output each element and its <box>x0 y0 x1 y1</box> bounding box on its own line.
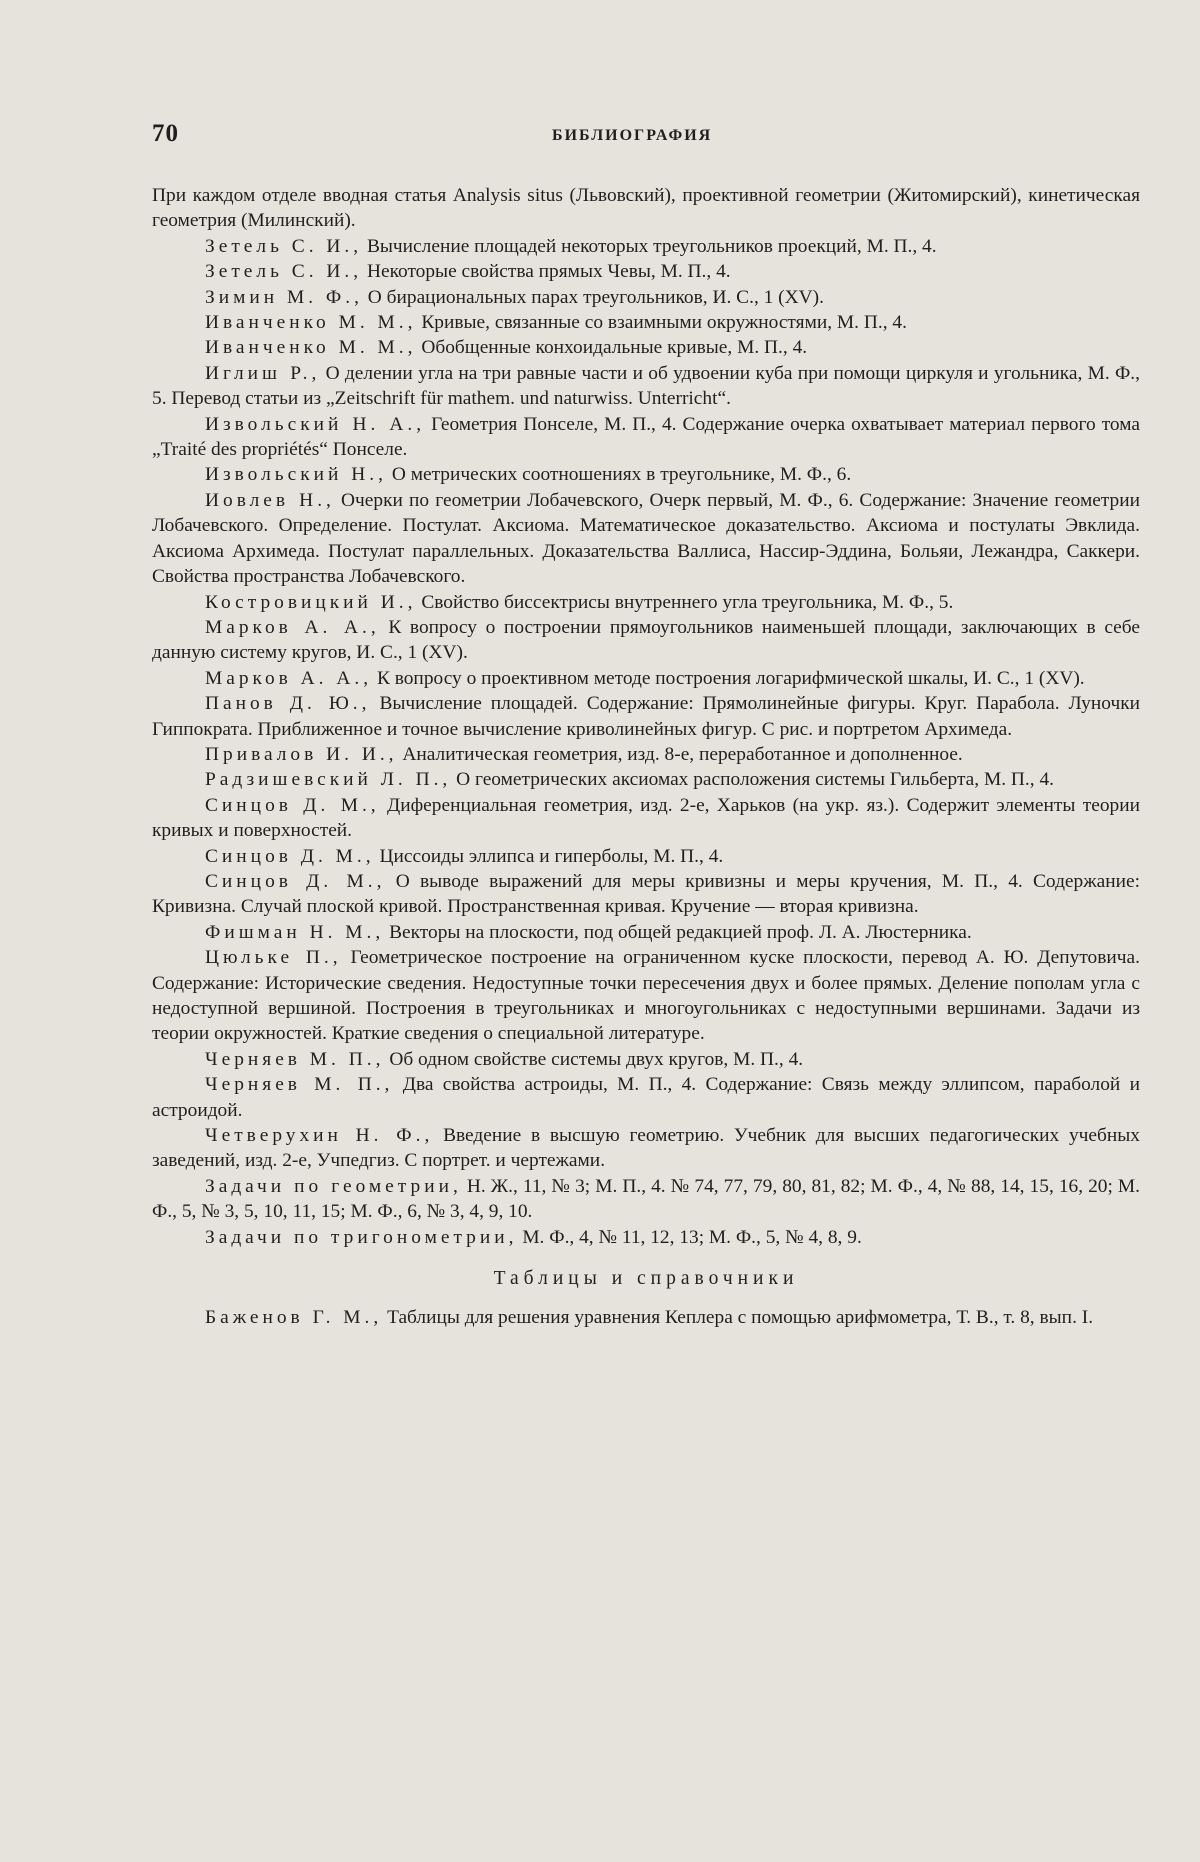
bibliography-entry <box>152 310 1140 335</box>
bibliography-entry <box>152 335 1140 360</box>
bibliography-entry <box>152 361 1140 412</box>
entry-text: Об одном свойстве системы двух кругов, М. П., 4. <box>389 1048 804 1070</box>
entry-text: Очерки по геометрии Лобачевского, Очерк первый, М. Ф., 6. Содержание: Значение геометрии Лобачевского. Определение. Постулат. Аксиома. Математическое доказательство. Аксиома и постулаты Эвклида. Аксиома Архимеда. Постулат параллельных. Доказательства Валлиса, Нассир-Эддина, Больяи, Лежандра, Саккери. Свойства пространства Лобачевского. <box>152 489 1140 588</box>
entry-author: Панов Д. Ю., <box>205 693 371 715</box>
entry-author: Костровицкий И., <box>205 591 417 613</box>
section-heading: Таблицы и справочники <box>493 1268 799 1290</box>
running-title: БИБЛИОГРАФИЯ <box>552 127 713 144</box>
entry-text: Свойство биссектрисы внутреннего угла треугольника, М. Ф., 5. <box>421 591 954 613</box>
entry-author: Марков А. А., <box>205 616 380 638</box>
bibliography-entry <box>152 1123 1140 1174</box>
bibliography-body <box>152 183 1140 1331</box>
bibliography-entry <box>152 412 1140 463</box>
entry-text: О бирациональных парах треугольников, И. С., 1 (XV). <box>367 286 824 308</box>
entry-text: О делении угла на три равные части и об удвоении куба при помощи циркуля и угольника, М. Ф., 5. Перевод статьи из „Zeitschrift für mathem. und naturwiss. Unterricht“. <box>152 362 1140 410</box>
entry-text: Некоторые свойства прямых Чевы, М. П., 4. <box>366 261 731 283</box>
entry-text: Таблицы для решения уравнения Кеплера с помощью арифмометра, Т. В., т. 8, вып. I. <box>387 1307 1094 1329</box>
bibliography-list <box>152 183 1140 1250</box>
entry-text: К вопросу о построении прямоугольников наименьшей площади, заключающих в себе данную систему кругов, И. С., 1 (XV). <box>152 616 1140 664</box>
bibliography-entry <box>152 945 1140 1047</box>
bibliography-entry <box>152 742 1140 767</box>
entry-author: Синцов Д. М., <box>205 870 386 892</box>
entry-text: О метрических соотношениях в треугольнике, М. Ф., 6. <box>391 464 852 486</box>
page-number: 70 <box>152 120 179 147</box>
entry-author: Фишман Н. М., <box>205 921 385 943</box>
entry-author: Черняев М. П., <box>205 1048 385 1070</box>
bibliography-entry <box>152 1047 1140 1072</box>
entry-text: Геометрическое построение на ограниченном куске плоскости, перевод А. Ю. Депутовича. Содержание: Исторические сведения. Недоступные точки пересечения двух и более прямых. Деление пополам угла с недоступной вершиной. Построения в треугольниках и многоугольниках с недоступными вершинами. Задачи из теории окружностей. Краткие сведения о специальной литературе. <box>152 947 1140 1045</box>
entry-author: Иванченко М. М., <box>205 312 417 334</box>
tables-list <box>152 1305 1140 1330</box>
bibliography-entry <box>152 259 1140 284</box>
entry-text: М. Ф., 4, № 11, 12, 13; М. Ф., 5, № 4, 8, 9. <box>522 1226 862 1248</box>
entry-text: Аналитическая геометрия, изд. 8-е, переработанное и дополненное. <box>402 743 963 765</box>
bibliography-entry <box>152 462 1140 487</box>
entry-author: Привалов И. И., <box>205 743 398 765</box>
bibliography-entry <box>152 920 1140 945</box>
bibliography-entry <box>152 1305 1140 1330</box>
bibliography-entry <box>152 1072 1140 1123</box>
bibliography-entry <box>152 666 1140 691</box>
bibliography-entry <box>152 767 1140 792</box>
entry-author: Иглиш Р., <box>205 362 321 384</box>
entry-text: Н. Ж., 11, № 3; М. П., 4. № 74, 77, 79, 80, 81, 82; М. Ф., 4, № 88, 14, 15, 16, 20; М. Ф., 5, № 3, 5, 10, 11, 15; М. Ф., 6, № 3, 4, 9, 10. <box>152 1175 1140 1223</box>
entry-author: Цюльке П., <box>205 947 342 969</box>
entry-text: Геометрия Понселе, М. П., 4. Содержание очерка охватывает материал первого тома „Traité des propriétés“ Понселе. <box>152 413 1140 461</box>
bibliography-entry <box>152 1225 1140 1250</box>
bibliography-entry <box>152 869 1140 920</box>
entry-text: Векторы на плоскости, под общей редакцией проф. Л. А. Люстерника. <box>389 921 972 943</box>
entry-text: О геометрических аксиомах расположения системы Гильберта, М. П., 4. <box>456 769 1054 791</box>
entry-text: Введение в высшую геометрию. Учебник для высших педагогических учебных заведений, изд. 2-е, Учпедгиз. С портрет. и чертежами. <box>152 1125 1140 1172</box>
entry-text: Два свойства астроиды, М. П., 4. Содержание: Связь между эллипсом, параболой и астроидой. <box>152 1074 1140 1121</box>
entry-author: Четверухин Н. Ф., <box>205 1125 434 1147</box>
entry-author: Задачи по геометрии, <box>205 1175 462 1197</box>
entry-author: Извольский Н., <box>205 464 387 486</box>
entry-author: Синцов Д. М., <box>205 794 380 816</box>
entry-text: Циссоиды эллипса и гиперболы, М. П., 4. <box>379 845 724 867</box>
entry-author: Зетель С. И., <box>205 235 363 257</box>
entry-author: Марков А. А., <box>205 667 373 689</box>
entry-text: При каждом отделе вводная статья Analysis situs (Львовский), проективной геометрии (Житомирский), кинетическая геометрия (Милинский). <box>152 185 1140 232</box>
entry-text: Диференциальная геометрия, изд. 2-е, Харьков (на укр. яз.). Содержит элементы теории кривых и поверхностей. <box>152 794 1140 842</box>
page-header <box>152 120 1142 150</box>
entry-author: Черняев М. П., <box>205 1074 394 1096</box>
entry-author: Иванченко М. М., <box>205 337 417 359</box>
entry-author: Радзишевский Л. П., <box>205 769 452 791</box>
entry-author: Иовлев Н., <box>205 489 335 511</box>
entry-text: О выводе выражений для меры кривизны и меры кручения, М. П., 4. Содержание: Кривизна. Случай плоской кривой. Пространственная кривая. Кручение — вторая кривизна. <box>152 870 1140 918</box>
entry-text: Вычисление площадей. Содержание: Прямолинейные фигуры. Круг. Парабола. Луночки Гиппократа. Приближенное и точное вычисление криволинейных фигур. С рис. и портретом Архимеда. <box>152 693 1140 740</box>
entry-author: Задачи по тригонометрии, <box>205 1226 518 1248</box>
entry-author: Баженов Г. М., <box>205 1307 383 1329</box>
entry-text: К вопросу о проективном методе построения логарифмической шкалы, И. С., 1 (XV). <box>376 667 1085 689</box>
bibliography-entry <box>152 590 1140 615</box>
bibliography-entry <box>152 615 1140 666</box>
entry-text: Кривые, связанные со взаимными окружностями, М. П., 4. <box>421 312 907 334</box>
bibliography-entry <box>152 793 1140 844</box>
entry-author: Зетель С. И., <box>205 261 363 283</box>
bibliography-entry <box>152 1174 1140 1225</box>
bibliography-entry <box>152 234 1140 259</box>
entry-author: Синцов Д. М., <box>205 845 375 867</box>
entry-author: Зимин М. Ф., <box>205 286 363 308</box>
bibliography-entry <box>152 183 1140 234</box>
bibliography-entry <box>152 844 1140 869</box>
entry-text: Обобщенные конхоидальные кривые, М. П., 4. <box>421 337 808 359</box>
entry-text: Вычисление площадей некоторых треугольников проекций, М. П., 4. <box>366 235 937 257</box>
bibliography-entry <box>152 488 1140 590</box>
bibliography-entry <box>152 285 1140 310</box>
entry-author: Извольский Н. А., <box>205 413 426 435</box>
bibliography-entry <box>152 691 1140 742</box>
